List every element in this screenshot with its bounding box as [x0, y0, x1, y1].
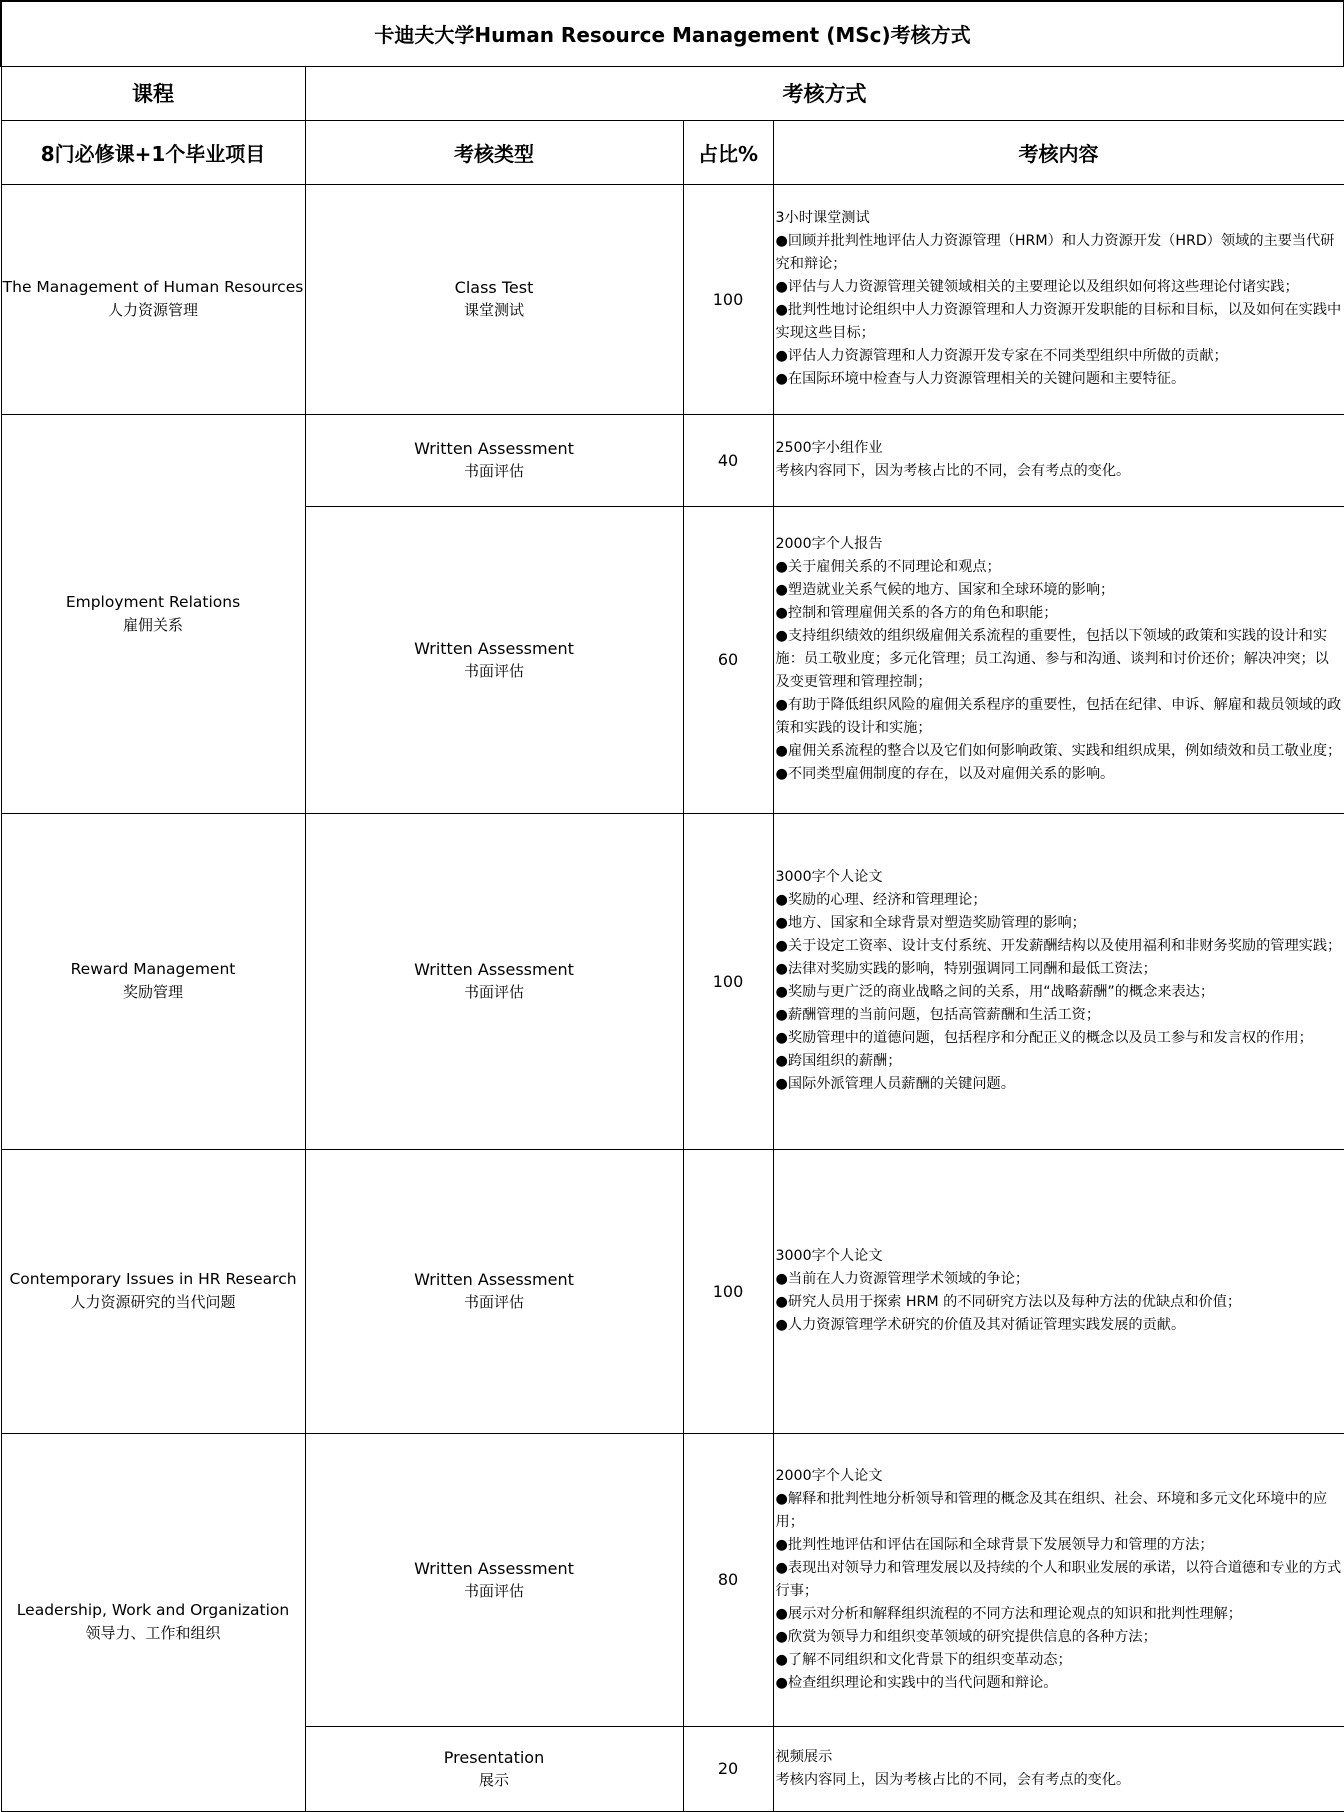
- course-name-en: The Management of Human Resources: [2, 278, 304, 296]
- content-line: 考核内容同下，因为考核占比的不同，会有考点的变化。: [775, 463, 1131, 479]
- content-line: ●在国际环境中检查与人力资源管理相关的关键问题和主要特征。: [775, 371, 1186, 387]
- type-cell: [305, 414, 683, 506]
- course-name-en: Leadership, Work and Organization: [16, 1601, 290, 1619]
- table-row: [1, 813, 1344, 1149]
- type-cell: [305, 813, 683, 1149]
- content-line: ●有助于降低组织风险的雇佣关系程序的重要性，包括在纪律、申诉、解雇和裁员领域的政策和实践的设计和实施；: [775, 697, 1342, 736]
- course-name-en: Contemporary Issues in HR Research: [9, 1270, 297, 1288]
- content-line: 2000字个人报告: [775, 536, 883, 552]
- type-cell: [305, 1433, 683, 1726]
- header-percent: 占比%: [683, 120, 773, 184]
- content-cell: [773, 506, 1344, 813]
- content-line: ●薪酬管理的当前问题，包括高管薪酬和生活工资；: [775, 1007, 1101, 1023]
- course-name-zh: 奖励管理: [122, 983, 183, 1001]
- percent-cell: 40: [683, 414, 773, 506]
- content-line: ●雇佣关系流程的整合以及它们如何影响政策、实践和组织成果，例如绩效和员工敬业度；: [775, 743, 1342, 759]
- content-line: ●奖励管理中的道德问题，包括程序和分配正义的概念以及员工参与和发言权的作用；: [775, 1030, 1313, 1046]
- content-line: ●人力资源管理学术研究的价值及其对循证管理实践发展的贡献。: [775, 1317, 1186, 1333]
- content-line: ●展示对分析和解释组织流程的不同方法和理论观点的知识和批判性理解；: [775, 1605, 1242, 1622]
- course-name-zh: 领导力、工作和组织: [85, 1624, 221, 1642]
- type-en: Presentation: [443, 1747, 545, 1767]
- type-en: Written Assessment: [414, 1270, 574, 1289]
- course-cell: [1, 1433, 305, 1811]
- type-en: Written Assessment: [414, 960, 574, 979]
- course-cell: [1, 813, 305, 1149]
- content-line: 视频展示: [775, 1748, 833, 1765]
- content-line: 2000字个人论文: [775, 1467, 883, 1484]
- content-line: ●奖励的心理、经济和管理理论；: [775, 892, 987, 908]
- content-line: 考核内容同上，因为考核占比的不同，会有考点的变化。: [775, 1771, 1131, 1788]
- content-cell: [773, 813, 1344, 1149]
- content-line: ●跨国组织的薪酬；: [775, 1053, 902, 1069]
- content-line: ●奖励与更广泛的商业战略之间的关系，用“战略薪酬”的概念来表达；: [775, 984, 1215, 1000]
- course-name-en: Reward Management: [70, 960, 236, 978]
- content-cell: [773, 1149, 1344, 1433]
- content-line: ●批判性地讨论组织中人力资源管理和人力资源开发职能的目标和目标，以及如何在实践中实现这些目标；: [775, 302, 1342, 341]
- content-line: ●塑造就业关系气候的地方、国家和全球环境的影响；: [775, 582, 1115, 598]
- content-line: ●批判性地评估和评估在国际和全球背景下发展领导力和管理的方法；: [775, 1536, 1214, 1553]
- type-zh: 展示: [478, 1770, 509, 1789]
- percent-cell: 100: [683, 813, 773, 1149]
- content-line: ●回顾并批判性地评估人力资源管理（HRM）和人力资源开发（HRD）领域的主要当代研究和辩论；: [775, 233, 1335, 272]
- content-line: 3000字个人论文: [775, 869, 883, 885]
- percent-cell: 100: [683, 184, 773, 414]
- type-cell: [305, 506, 683, 813]
- table-row: [1, 1149, 1344, 1433]
- content-line: ●控制和管理雇佣关系的各方的角色和职能；: [775, 605, 1058, 621]
- content-cell: [773, 1433, 1344, 1726]
- type-en: Written Assessment: [414, 638, 574, 658]
- content-line: 2500字小组作业: [775, 440, 883, 456]
- header-content: 考核内容: [773, 120, 1344, 184]
- type-zh: 书面评估: [463, 661, 524, 680]
- content-line: ●支持组织绩效的组织级雇佣关系流程的重要性，包括以下领域的政策和实践的设计和实施：员工敬业度；多元化管理；员工沟通、参与和沟通、谈判和讨价还价；解决冲突；以及变更管理和管理控制；: [775, 628, 1329, 690]
- course-name-zh: 人力资源研究的当代问题: [70, 1293, 236, 1311]
- course-name-en: Employment Relations: [65, 592, 241, 611]
- content-line: ●欣赏为领导力和组织变革领域的研究提供信息的各种方法；: [775, 1628, 1157, 1645]
- header-course: 课程: [1, 66, 305, 120]
- content-line: 3小时课堂测试: [775, 210, 870, 226]
- content-line: ●了解不同组织和文化背景下的组织变革动态；: [775, 1651, 1072, 1668]
- course-cell: [1, 184, 305, 414]
- type-en: Written Assessment: [414, 1558, 574, 1578]
- course-cell: [1, 1149, 305, 1433]
- percent-cell: 20: [683, 1726, 773, 1811]
- content-line: 3000字个人论文: [775, 1248, 883, 1264]
- percent-cell: 60: [683, 506, 773, 813]
- content-line: ●当前在人力资源管理学术领域的争论；: [775, 1271, 1030, 1287]
- content-line: ●地方、国家和全球背景对塑造奖励管理的影响；: [775, 915, 1086, 931]
- type-cell: [305, 1149, 683, 1433]
- content-line: ●解释和批判性地分析领导和管理的概念及其在组织、社会、环境和多元文化环境中的应用；: [775, 1490, 1328, 1530]
- content-line: ●国际外派管理人员薪酬的关键问题。: [775, 1076, 1015, 1092]
- type-zh: 书面评估: [463, 1293, 524, 1311]
- percent-cell: 80: [683, 1433, 773, 1726]
- table-row: [1, 414, 1344, 506]
- content-line: ●法律对奖励实践的影响，特别强调同工同酬和最低工资法；: [775, 961, 1157, 977]
- type-cell: [305, 1726, 683, 1811]
- course-cell: [1, 414, 305, 813]
- header-type: 考核类型: [305, 120, 683, 184]
- content-cell: [773, 184, 1344, 414]
- content-line: ●评估人力资源管理和人力资源开发专家在不同类型组织中所做的贡献；: [775, 348, 1228, 364]
- content-line: ●关于设定工资率、设计支付系统、开发薪酬结构以及使用福利和非财务奖励的管理实践；: [775, 938, 1342, 954]
- content-line: ●关于雇佣关系的不同理论和观点；: [775, 559, 1001, 575]
- type-cell: [305, 184, 683, 414]
- content-line: ●评估与人力资源管理关键领域相关的主要理论以及组织如何将这些理论付诸实践；: [775, 279, 1299, 295]
- type-zh: 书面评估: [463, 462, 524, 480]
- content-line: ●表现出对领导力和管理发展以及持续的个人和职业发展的承诺，以符合道德和专业的方式行事；: [775, 1559, 1342, 1599]
- type-zh: 书面评估: [463, 1581, 524, 1600]
- type-en: Class Test: [454, 278, 534, 297]
- type-zh: 书面评估: [463, 983, 524, 1001]
- header-course-sub: 8门必修课+1个毕业项目: [1, 120, 305, 184]
- header-assessment: 考核方式: [305, 66, 1344, 120]
- type-zh: 课堂测试: [463, 301, 524, 319]
- percent-cell: 100: [683, 1149, 773, 1433]
- table-row: [1, 1433, 1344, 1726]
- content-cell: [773, 414, 1344, 506]
- table-title: 卡迪夫大学Human Resource Management (MSc)考核方式: [1, 1, 1344, 66]
- type-en: Written Assessment: [414, 439, 574, 458]
- content-line: ●研究人员用于探索 HRM 的不同研究方法以及每种方法的优缺点和价值；: [775, 1294, 1242, 1310]
- course-name-zh: 人力资源管理: [107, 301, 198, 319]
- course-name-zh: 雇佣关系: [122, 615, 183, 634]
- content-cell: [773, 1726, 1344, 1811]
- content-line: ●检查组织理论和实践中的当代问题和辩论。: [775, 1674, 1058, 1691]
- content-line: ●不同类型雇佣制度的存在，以及对雇佣关系的影响。: [775, 766, 1115, 782]
- table-row: [1, 184, 1344, 414]
